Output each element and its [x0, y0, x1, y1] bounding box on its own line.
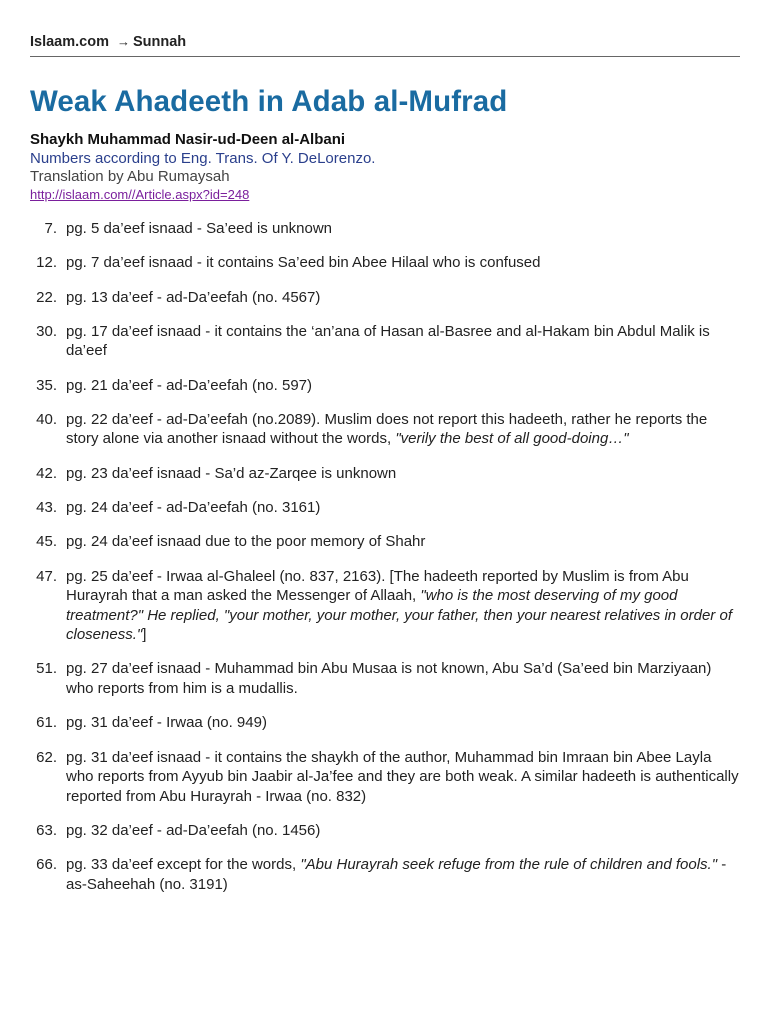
entry-text: pg. 25 da’eef - Irwaa al-Ghaleel (no. 837, 2163). [The hadeeth reported by Muslim is from Abu Hurayrah that a man asked the Messenger of Allaah,	[66, 567, 689, 605]
entry-text: pg. 5 da’eef isnaad - Sa’eed is unknown	[66, 220, 333, 237]
entry-trailing-text: - as-Saheehah (no. 3191)	[66, 856, 727, 893]
entry-number: 35.	[36, 376, 57, 394]
entry-text: pg. 22 da’eef - ad-Da’eefah (no.2089). Muslim does not report this hadeeth, rather he reports the story alone via another isnaad without the words,	[66, 410, 708, 448]
list-item	[30, 659, 740, 698]
list-item	[30, 376, 740, 396]
entry-trailing-text: ]	[142, 626, 147, 644]
list-item	[30, 464, 740, 484]
entry-quote: "who is the most deserving of my good treatment?" He replied, "your mother, your mother, your father, then your nearest relatives in order of closeness."	[66, 587, 732, 644]
entry-text: pg. 32 da’eef - ad-Da’eefah (no. 1456)	[66, 821, 321, 839]
entry-number: 61.	[36, 714, 57, 732]
entry-quote: "verily the best of all good-doing…"	[395, 430, 629, 448]
entry-number: 45.	[36, 533, 57, 551]
list-item	[30, 498, 740, 518]
breadcrumb	[30, 33, 740, 51]
entry-text: pg. 23 da’eef isnaad - Sa’d az-Zarqee is unknown	[66, 464, 397, 482]
entry-text: pg. 7 da’eef isnaad - it contains Sa’eed bin Abee Hilaal who is confused	[66, 254, 541, 272]
entry-text: pg. 21 da’eef - ad-Da’eefah (no. 597)	[66, 376, 312, 394]
entry-number: 12.	[36, 254, 57, 272]
entry-text: pg. 13 da’eef - ad-Da’eefah (no. 4567)	[66, 288, 321, 306]
entry-number: 7.	[44, 220, 57, 237]
list-item	[30, 748, 740, 807]
entry-number: 42.	[36, 464, 57, 482]
entry-text: pg. 27 da’eef isnaad - Muhammad bin Abu Musaa is not known, Abu Sa’d (Sa’eed bin Marziyaan) who reports from him is a mudallis.	[66, 660, 712, 697]
entry-text: pg. 33 da’eef except for the words,	[66, 856, 301, 874]
entry-number: 51.	[36, 660, 57, 678]
list-item	[30, 855, 740, 894]
header-divider	[30, 56, 740, 57]
entry-text: pg. 17 da’eef isnaad - it contains the ‘an’ana of Hasan al-Basree and al-Hakam bin Abdul Malik is da’eef	[66, 322, 710, 360]
arrow-right-icon: →	[117, 34, 130, 49]
entry-number: 43.	[36, 499, 57, 517]
list-item	[30, 567, 740, 645]
document-page	[30, 0, 740, 909]
list-item	[30, 288, 740, 308]
entry-text: pg. 31 da’eef isnaad - it contains the shaykh of the author, Muhammad bin Imraan bin Abee Layla who reports from Ayyub bin Jaabir al-Ja’fee and they are both weak. A similar hadeeth is authentically reported from Abu Hurayrah - Irwaa (no. 832)	[66, 748, 739, 805]
list-item	[30, 821, 740, 841]
entry-number: 62.	[36, 748, 57, 766]
entry-text: pg. 24 da’eef - ad-Da’eefah (no. 3161)	[66, 499, 321, 517]
entry-number: 30.	[36, 322, 57, 340]
entry-number: 40.	[36, 410, 57, 428]
breadcrumb-site-link[interactable]: Islaam.com	[30, 34, 109, 50]
list-item	[30, 532, 740, 552]
page-title: Weak Ahadeeth in Adab al-Mufrad	[30, 85, 508, 118]
source-url-link[interactable]: http://islaam.com//Article.aspx?id=248	[30, 187, 250, 202]
translation-credit: Translation by Abu Rumaysah	[30, 168, 230, 185]
entry-number: 63.	[36, 821, 57, 839]
list-item	[30, 253, 740, 273]
entry-number: 22.	[36, 288, 57, 306]
entry-text: pg. 31 da’eef - Irwaa (no. 949)	[66, 714, 267, 732]
list-item	[30, 322, 740, 361]
list-item	[30, 219, 740, 239]
list-item	[30, 713, 740, 733]
numbering-note: Numbers according to Eng. Trans. Of Y. DeLorenzo.	[30, 150, 376, 167]
entry-number: 47.	[36, 567, 57, 585]
breadcrumb-section-link[interactable]: Sunnah	[133, 34, 187, 50]
entries-list	[30, 219, 740, 894]
author-name: Shaykh Muhammad Nasir-ud-Deen al-Albani	[30, 131, 346, 148]
entry-number: 66.	[36, 856, 57, 874]
entry-quote: "Abu Hurayrah seek refuge from the rule of children and fools."	[300, 856, 718, 874]
list-item	[30, 410, 740, 449]
entry-text: pg. 24 da’eef isnaad due to the poor memory of Shahr	[66, 533, 426, 551]
